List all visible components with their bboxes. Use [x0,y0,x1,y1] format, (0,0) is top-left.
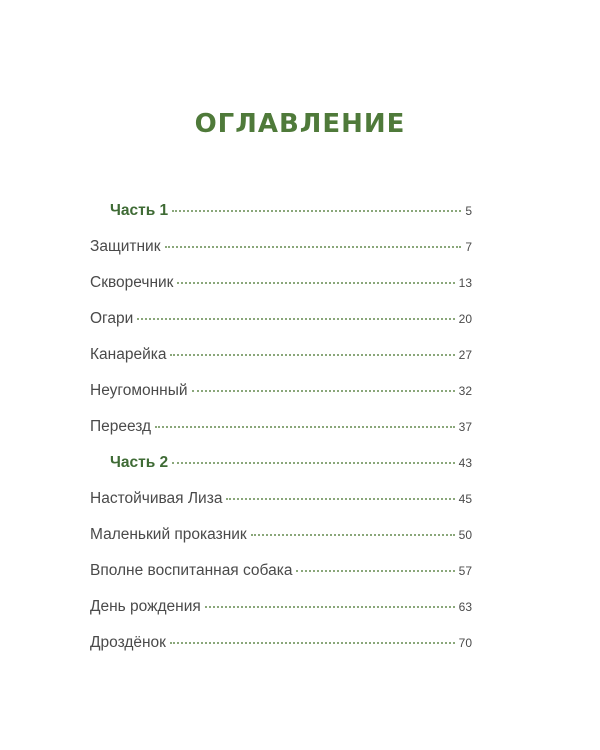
toc-entry-label: Защитник [90,238,161,255]
toc-entry[interactable] [90,418,472,454]
dot-leader [177,282,454,284]
toc-entry-label: Настойчивая Лиза [90,490,223,507]
toc-page-number: 27 [458,348,472,362]
toc-entry-label: Дроздёнок [90,634,166,651]
toc-entry[interactable] [90,274,472,310]
toc-entry-label: День рождения [90,598,201,615]
dot-leader [165,246,462,248]
toc-entry[interactable] [90,238,472,274]
toc-entry[interactable] [90,598,472,634]
table-of-contents [90,202,472,670]
dot-leader [226,498,454,500]
toc-part-label: Часть 2 [110,454,169,471]
toc-entry-label: Маленький проказник [90,526,247,543]
toc-entry-label: Неугомонный [90,382,188,399]
dot-leader [155,426,455,428]
toc-entry[interactable] [90,382,472,418]
toc-page-number: 70 [458,636,472,650]
toc-title: ОГЛАВЛЕНИЕ [194,109,406,140]
dot-leader [172,462,454,464]
dot-leader [296,570,454,572]
toc-page-number: 32 [458,384,472,398]
dot-leader [172,210,461,212]
toc-page-number: 7 [465,240,472,254]
toc-part-entry[interactable] [90,202,472,238]
toc-entry[interactable] [90,490,472,526]
toc-page-number: 5 [465,204,472,218]
toc-page-number: 50 [458,528,472,542]
toc-entry[interactable] [90,562,472,598]
dot-leader [170,642,455,644]
toc-entry-label: Вполне воспитанная собака [90,562,293,579]
toc-page-number: 43 [458,456,472,470]
toc-page-number: 20 [458,312,472,326]
dot-leader [251,534,455,536]
toc-entry-label: Переезд [90,418,152,435]
toc-entry-label: Скворечник [90,274,174,291]
toc-page-number: 45 [458,492,472,506]
toc-page-number: 57 [458,564,472,578]
toc-entry[interactable] [90,526,472,562]
dot-leader [170,354,454,356]
toc-entry-label: Канарейка [90,346,167,363]
toc-page-number: 63 [458,600,472,614]
dot-leader [205,606,455,608]
dot-leader [192,390,455,392]
dot-leader [137,318,454,320]
toc-entry[interactable] [90,310,472,346]
toc-part-entry[interactable] [90,454,472,490]
toc-entry-label: Огари [90,310,134,327]
toc-entry[interactable] [90,346,472,382]
toc-entry[interactable] [90,634,472,670]
toc-page-number: 13 [458,276,472,290]
toc-part-label: Часть 1 [110,202,169,219]
toc-page-number: 37 [458,420,472,434]
